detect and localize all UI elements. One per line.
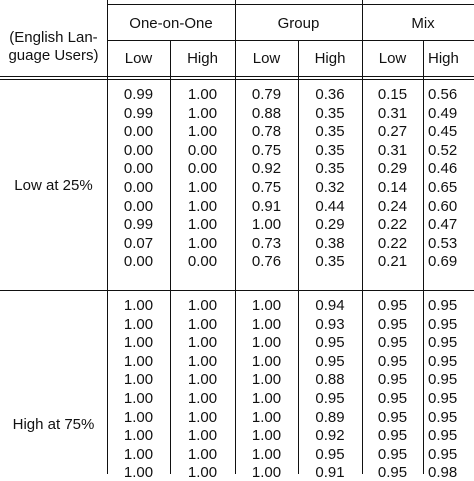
table-cell: 0.47 [428,216,458,234]
table-cell: 0.65 [428,179,458,196]
table-cell: 0.95 [428,297,458,314]
table-cell: 1.00 [187,104,218,122]
table-cell: 1.00 [123,408,154,426]
table-cell: 0.31 [377,104,408,122]
table-cell: 1.00 [187,464,218,481]
table-cell: 0.95 [428,371,458,389]
table-cell: 1.00 [251,445,282,463]
table-cell: 0.22 [377,234,408,252]
table-cell: 0.07 [123,234,154,252]
table-cell: 0.00 [187,141,218,159]
table-cell: 1.00 [187,216,218,234]
table-cell: 0.89 [315,408,345,426]
table-cell: 0.95 [428,390,458,407]
row-header [0,29,107,65]
table-cell: 0.60 [428,197,458,215]
table-cell: 1.00 [251,334,282,352]
subheader-group-high: High [314,50,346,67]
table-cell: 0.95 [377,408,408,426]
table-cell: 0.99 [123,216,154,234]
table-cell: 0.95 [377,427,408,445]
table-cell: 0.95 [428,408,458,426]
subheader-mix-low: Low [378,50,407,67]
subheader-group-low: Low [252,50,281,67]
table-cell: 0.29 [315,216,345,234]
table-cell: 0.95 [377,352,408,370]
table-cell: 1.00 [123,371,154,389]
subheader-mix-high: High [428,50,459,67]
table-cell: 1.00 [187,234,218,252]
table-cell: 0.76 [251,253,282,271]
table-cell: 0.00 [123,160,154,178]
table-cell: 0.69 [428,253,458,271]
table-cell: 0.00 [123,179,154,196]
table-cell: 0.22 [377,216,408,234]
table-cell: 0.35 [315,141,345,159]
table-cell: 0.78 [251,123,282,141]
table-cell: 0.14 [377,179,408,196]
hline-groups [107,40,474,41]
table-cell: 0.00 [123,253,154,271]
table-cell: 0.95 [377,297,408,314]
table-cell: 0.35 [315,104,345,122]
table-cell: 0.95 [315,352,345,370]
table-cell: 0.35 [315,253,345,271]
section-label-high: High at 75% [12,416,95,433]
hline-top [107,4,474,5]
vline-5 [423,40,424,474]
table-cell: 0.95 [428,352,458,370]
table-cell: 0.99 [123,104,154,122]
table-cell: 0.79 [251,86,282,103]
table-cell: 1.00 [187,179,218,196]
row-header-line-1: (English Lan- [9,29,98,46]
table-cell: 1.00 [251,371,282,389]
table-cell: 0.45 [428,123,458,141]
table-cell: 1.00 [123,445,154,463]
table-cell: 0.95 [377,371,408,389]
table-cell: 1.00 [187,123,218,141]
table-cell: 0.75 [251,179,282,196]
group-header-mix: Mix [411,15,435,32]
table-cell: 0.95 [377,445,408,463]
table-cell: 0.93 [315,315,345,333]
table-cell: 1.00 [123,464,154,481]
table-cell: 1.00 [251,297,282,314]
table-cell: 0.94 [315,297,345,314]
table-cell: 0.49 [428,104,458,122]
table-cell: 0.44 [315,197,345,215]
subheader-one-on-one-high: High [187,50,218,67]
table-cell: 0.15 [377,86,408,103]
table-cell: 0.95 [428,334,458,352]
table-cell: 0.95 [428,427,458,445]
table-cell: 0.92 [315,427,345,445]
hline-section-split [0,290,474,291]
table-cell: 0.31 [377,141,408,159]
table-cell: 1.00 [251,216,282,234]
table-cell: 0.21 [377,253,408,271]
table-cell: 0.00 [123,141,154,159]
section-label-low: Low at 25% [14,177,93,194]
table-cell: 1.00 [187,408,218,426]
table-cell: 0.95 [377,315,408,333]
table-cell: 1.00 [187,86,218,103]
table-cell: 1.00 [251,464,282,481]
table-cell: 1.00 [187,445,218,463]
hline-header-bottom-2 [0,79,474,80]
group-header-one-on-one: One-on-One [129,15,213,32]
table-cell: 0.95 [377,334,408,352]
table-cell: 1.00 [123,334,154,352]
table-cell: 1.00 [187,197,218,215]
table-cell: 0.95 [315,445,345,463]
table-cell: 0.99 [123,86,154,103]
table-cell: 0.91 [251,197,282,215]
table-cell: 0.95 [377,464,408,481]
table-cell: 0.00 [187,160,218,178]
table-cell: 0.73 [251,234,282,252]
table-cell: 0.88 [251,104,282,122]
table-cell: 0.29 [377,160,408,178]
table-cell: 1.00 [123,390,154,407]
table-cell: 0.00 [123,197,154,215]
table-cell: 0.32 [315,179,345,196]
table-cell: 0.38 [315,234,345,252]
table-cell: 0.46 [428,160,458,178]
table-cell: 1.00 [123,315,154,333]
table-cell: 0.75 [251,141,282,159]
table-cell: 1.00 [251,390,282,407]
table-cell: 1.00 [123,427,154,445]
table-cell: 0.53 [428,234,458,252]
table-cell: 1.00 [251,352,282,370]
table-cell: 1.00 [187,315,218,333]
table-cell: 1.00 [187,390,218,407]
table-cell: 0.35 [315,160,345,178]
table-cell: 1.00 [187,297,218,314]
table-cell: 0.00 [187,253,218,271]
table-cell: 0.95 [377,390,408,407]
table-cell: 1.00 [251,408,282,426]
table-cell: 0.95 [428,445,458,463]
table-cell: 0.52 [428,141,458,159]
table-cell: 1.00 [187,334,218,352]
subheader-one-on-one-low: Low [124,50,153,67]
table-cell: 1.00 [123,352,154,370]
table-cell: 1.00 [187,371,218,389]
table-cell: 1.00 [187,427,218,445]
table-cell: 0.91 [315,464,345,481]
table-cell: 0.95 [315,334,345,352]
table-cell: 1.00 [251,427,282,445]
table-cell: 0.36 [315,86,345,103]
table-cell: 1.00 [251,315,282,333]
table-cell: 0.95 [428,315,458,333]
table-cell: 0.56 [428,86,458,103]
table-cell: 0.88 [315,371,345,389]
table-cell: 0.27 [377,123,408,141]
table-cell: 0.35 [315,123,345,141]
group-header-group: Group [277,15,320,32]
table-cell: 0.95 [315,390,345,407]
row-header-line-2: guage Users) [8,47,99,64]
table-cell: 1.00 [123,297,154,314]
table-cell: 0.00 [123,123,154,141]
table-cell: 0.24 [377,197,408,215]
hline-header-bottom-1 [0,76,474,77]
table-cell: 0.98 [428,464,458,481]
table-cell: 0.92 [251,160,282,178]
table-cell: 1.00 [187,352,218,370]
